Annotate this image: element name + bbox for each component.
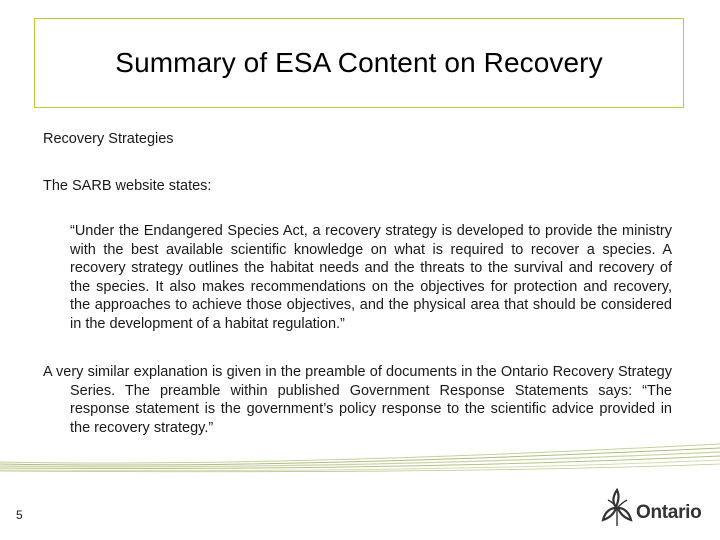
section-heading: Recovery Strategies [43,131,174,147]
page-number: 5 [16,508,23,522]
body-paragraph: A very similar explanation is given in the preamble of documents in the Ontario Recovery Strategy Series. The preamble within published Government Response Statements says: “The response statement is the government’s policy response to the scientific advice provided in the recovery strategy.” [43,364,672,436]
ontario-wordmark: Ontario [636,502,702,523]
ontario-logo [600,482,712,528]
trillium-icon [600,486,634,528]
intro-text: The SARB website states: [43,178,212,194]
footer-decorative-lines [0,440,720,474]
quote-block: “Under the Endangered Species Act, a recovery strategy is developed to provide the ministry with the best available scientific knowledge on what is required to recover a species. A recovery strategy outlines the habitat needs and the threats to the survival and recovery of the species. It also makes recommendations on the objectives for protection and recovery, the approaches to achieve those objectives, and the physical area that should be considered in the development of a habitat regulation.” [70,223,672,332]
title-box [34,18,684,108]
slide-title: Summary of ESA Content on Recovery [115,47,603,78]
